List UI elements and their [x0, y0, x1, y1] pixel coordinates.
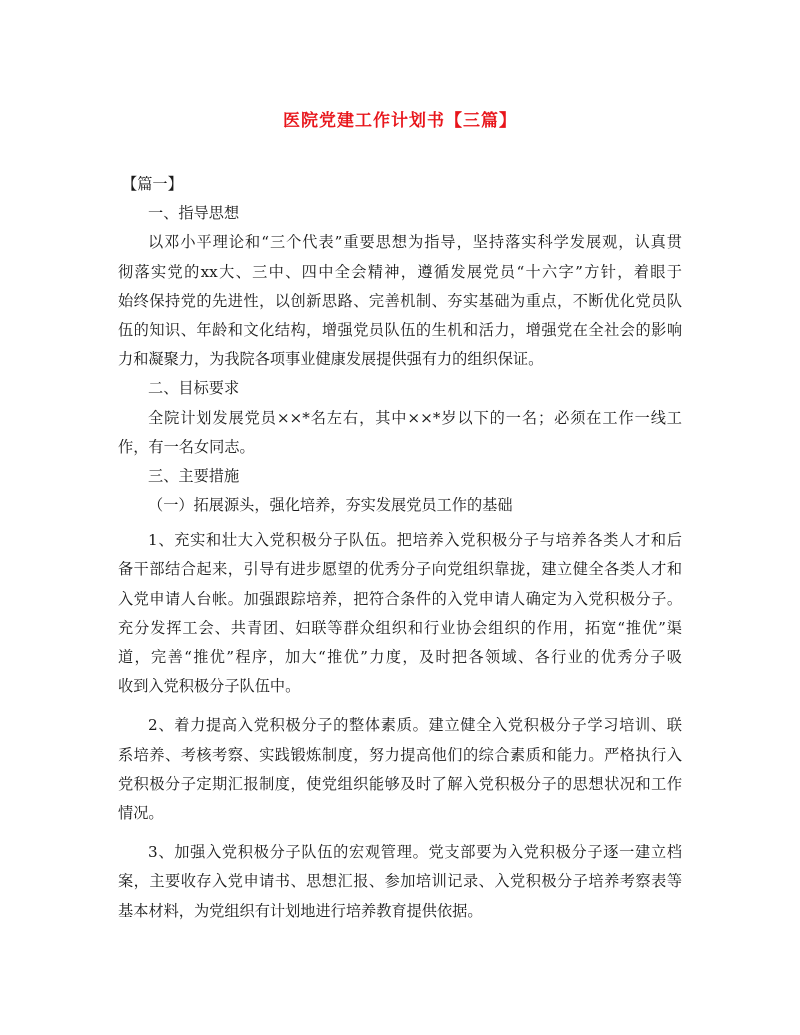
item-3	[118, 838, 682, 926]
paragraph-line: 情况。	[118, 803, 164, 822]
item-2	[118, 711, 682, 828]
paragraph-line: 彻落实党的xx大、三中、四中全会精神，遵循发展党员“十六字”方针，着眼于	[118, 262, 682, 281]
paragraph-line: 伍的知识、年龄和文化结构，增强党员队伍的生机和活力，增强党在全社会的影响	[118, 320, 682, 339]
paragraph-line: 力和凝聚力，为我院各项事业健康发展提供强有力的组织保证。	[118, 350, 544, 369]
paragraph-line: 系培养、考核考察、实践锻炼制度，努力提高他们的综合素质和能力。严格执行入	[118, 745, 682, 764]
paragraph-line: 备干部结合起来，引导有进步愿望的优秀分子向党组织靠拢，建立健全各类人才和	[118, 560, 682, 579]
paragraph-line: 入党申请人台帐。加强跟踪培养，把符合条件的入党申请人确定为入党积极分子。	[118, 589, 682, 608]
document-body	[118, 170, 682, 926]
paragraph-line: 作，有一名女同志。	[118, 437, 255, 456]
paragraph-goals	[118, 404, 682, 462]
paragraph-line: 始终保持党的先进性，以创新思路、完善机制、夯实基础为重点，不断优化党员队	[118, 291, 682, 310]
paragraph-line: 3、加强入党积极分子队伍的宏观管理。党支部要为入党积极分子逐一建立档	[148, 843, 682, 862]
paragraph-line: 收到入党积极分子队伍中。	[118, 677, 301, 696]
paragraph-line: 道，完善“推优”程序，加大“推优”力度，及时把各领域、各行业的优秀分子吸	[118, 648, 682, 666]
paragraph-line: 基本材料，为党组织有计划地进行培养教育提供依据。	[118, 901, 483, 920]
document-title: 医院党建工作计划书【三篇】	[283, 111, 517, 131]
paragraph-guiding-ideology	[118, 228, 682, 374]
paragraph-line: 全院计划发展党员××*名左右，其中××*岁以下的一名；必须在工作一线工	[148, 408, 682, 427]
paragraph-line: 党积极分子定期汇报制度，使党组织能够及时了解入党积极分子的思想状况和工作	[118, 774, 682, 793]
paragraph-line: 以邓小平理论和“三个代表”重要思想为指导，坚持落实科学发展观，认真贯	[148, 233, 682, 252]
paragraph-line: 2、着力提高入党积极分子的整体素质。建立健全入党积极分子学习培训、联	[148, 716, 682, 735]
paragraph-line: 1、充实和壮大入党积极分子队伍。把培养入党积极分子与培养各类人才和后	[148, 531, 682, 550]
heading-goals: 二、目标要求	[148, 379, 240, 398]
paragraph-line: 案，主要收存入党申请书、思想汇报、参加培训记录、入党积极分子培养考察表等	[118, 872, 682, 891]
paragraph-line: 充分发挥工会、共青团、妇联等群众组织和行业协会组织的作用，拓宽“推优”渠	[118, 618, 682, 637]
item-1	[118, 526, 682, 701]
section-label: 【篇一】	[122, 175, 183, 193]
heading-main-measures: 三、主要措施	[148, 466, 240, 485]
heading-guiding-ideology: 一、指导思想	[148, 204, 240, 223]
subheading-expand-source: （一）拓展源头，强化培养，夯实发展党员工作的基础	[148, 496, 513, 515]
